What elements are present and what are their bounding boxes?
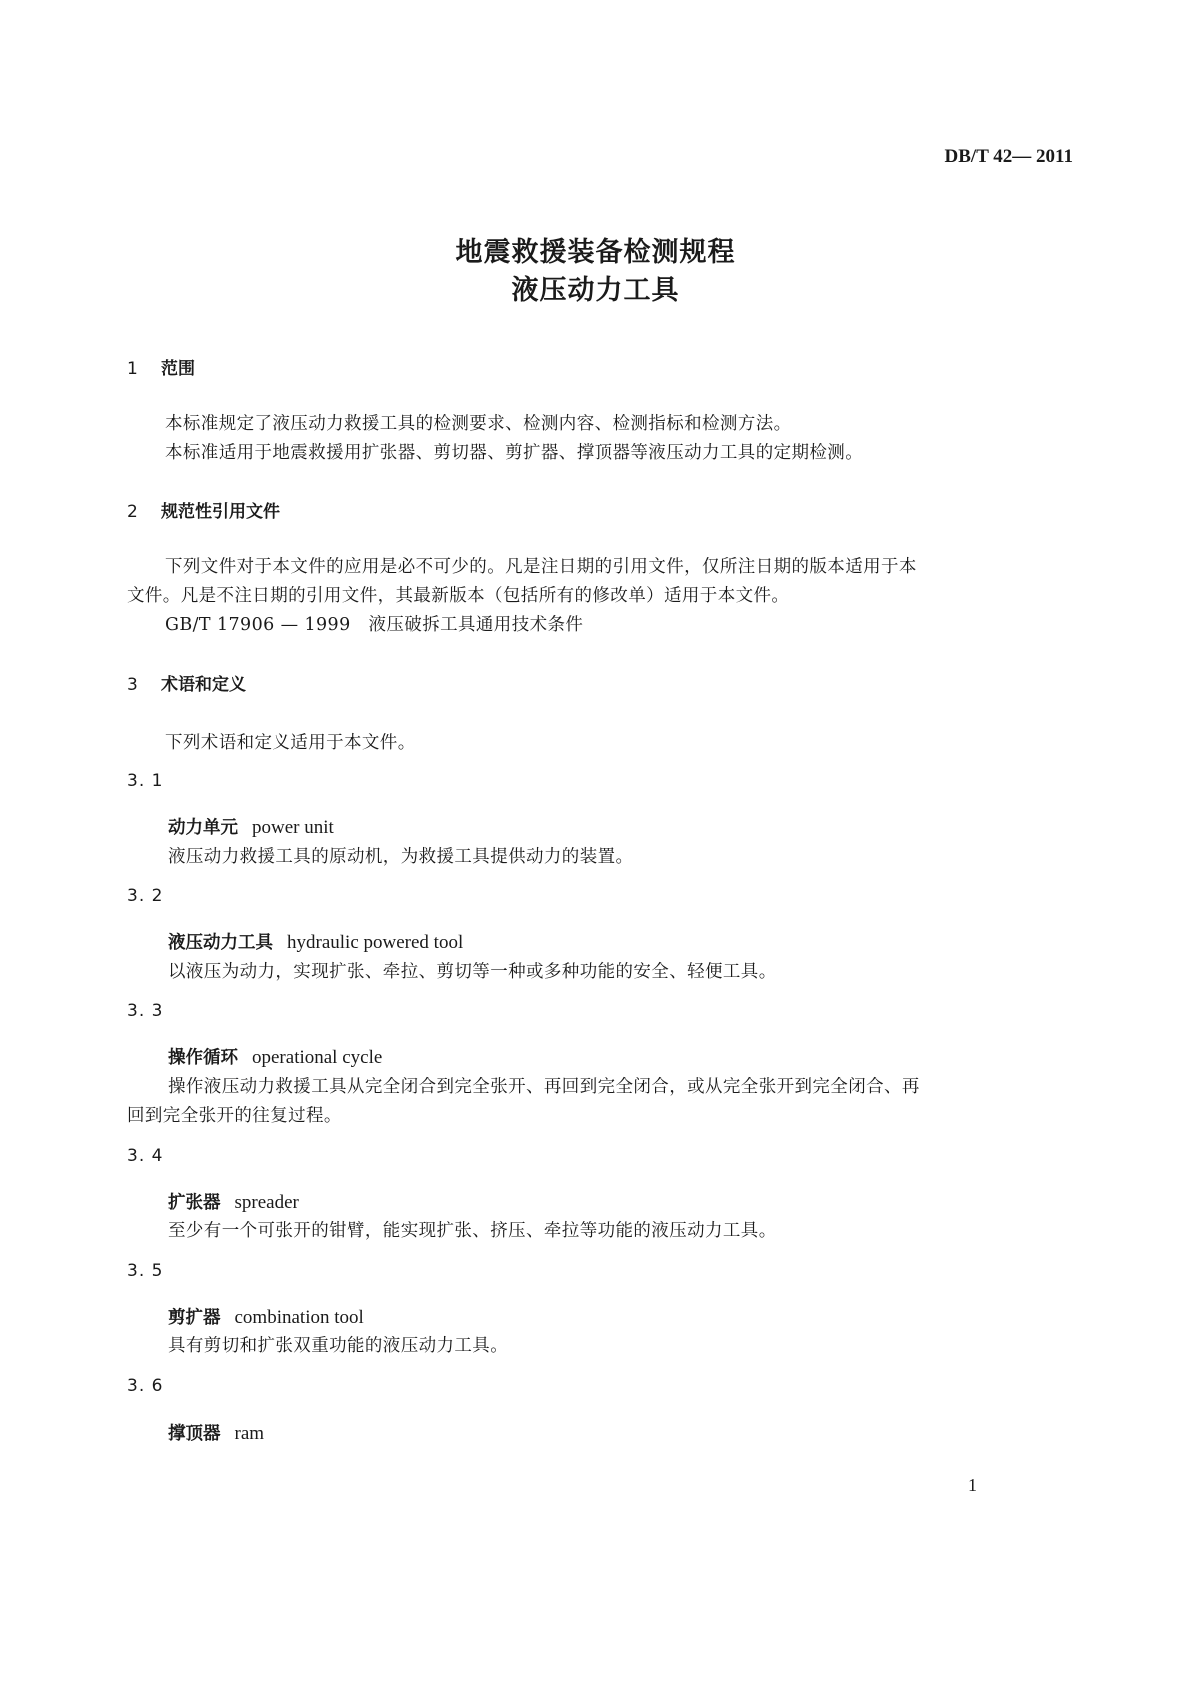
term-entry bbox=[168, 814, 334, 839]
term-chinese: 剪扩器 bbox=[168, 1308, 221, 1328]
clause-number: 3. 4 bbox=[127, 1146, 164, 1166]
standard-code: DB/T 42— 2011 bbox=[944, 146, 1073, 167]
reference-item: GB/T 17906 — 1999 液压破拆工具通用技术条件 bbox=[165, 615, 584, 635]
clause-number: 3. 6 bbox=[127, 1376, 164, 1396]
section-title: 范围 bbox=[161, 359, 195, 379]
references-paragraph-line1: 下列文件对于本文件的应用是必不可少的。凡是注日期的引用文件，仅所注日期的版本适用于本 bbox=[165, 557, 917, 577]
term-definition-line2: 回到完全张开的往复过程。 bbox=[127, 1106, 342, 1126]
clause-number: 3. 3 bbox=[127, 1001, 164, 1021]
term-english: hydraulic powered tool bbox=[287, 932, 464, 953]
references-paragraph-line2: 文件。凡是不注日期的引用文件，其最新版本（包括所有的修改单）适用于本文件。 bbox=[127, 586, 790, 606]
section-title: 术语和定义 bbox=[161, 675, 246, 695]
term-definition: 液压动力救援工具的原动机，为救援工具提供动力的装置。 bbox=[168, 847, 634, 867]
term-entry bbox=[168, 1304, 364, 1329]
clause-number: 3. 5 bbox=[127, 1261, 164, 1281]
term-entry bbox=[168, 929, 463, 954]
section-number: 2 bbox=[127, 502, 138, 522]
term-english: combination tool bbox=[234, 1307, 364, 1328]
document-title-line1: 地震救援装备检测规程 bbox=[455, 237, 736, 268]
term-chinese: 操作循环 bbox=[168, 1048, 238, 1068]
clause-number: 3. 1 bbox=[127, 771, 164, 791]
term-chinese: 撑顶器 bbox=[168, 1424, 221, 1444]
term-english: spreader bbox=[234, 1192, 299, 1213]
term-definition: 至少有一个可张开的钳臂，能实现扩张、挤压、牵拉等功能的液压动力工具。 bbox=[168, 1221, 777, 1241]
term-chinese: 扩张器 bbox=[168, 1193, 221, 1213]
term-english: ram bbox=[234, 1423, 265, 1444]
term-definition-line1: 操作液压动力救援工具从完全闭合到完全张开、再回到完全闭合，或从完全张开到完全闭合、再 bbox=[168, 1077, 920, 1097]
scope-paragraph-1: 本标准规定了液压动力救援工具的检测要求、检测内容、检测指标和检测方法。 bbox=[165, 414, 792, 434]
document-title-line2: 液压动力工具 bbox=[511, 275, 680, 306]
term-entry bbox=[168, 1420, 264, 1445]
section-number: 3 bbox=[127, 675, 138, 695]
section-title: 规范性引用文件 bbox=[161, 502, 280, 522]
terms-intro: 下列术语和定义适用于本文件。 bbox=[165, 733, 416, 753]
term-entry bbox=[168, 1044, 382, 1069]
term-english: power unit bbox=[252, 817, 334, 838]
section-heading-references bbox=[127, 497, 280, 522]
scope-paragraph-2: 本标准适用于地震救援用扩张器、剪切器、剪扩器、撑顶器等液压动力工具的定期检测。 bbox=[165, 443, 864, 463]
term-english: operational cycle bbox=[252, 1047, 383, 1068]
term-chinese: 动力单元 bbox=[168, 818, 238, 838]
page-number: 1 bbox=[968, 1475, 977, 1495]
term-entry bbox=[168, 1189, 299, 1214]
section-heading-terms bbox=[127, 670, 246, 695]
section-number: 1 bbox=[127, 359, 138, 379]
term-chinese: 液压动力工具 bbox=[168, 933, 273, 953]
term-definition: 以液压为动力，实现扩张、牵拉、剪切等一种或多种功能的安全、轻便工具。 bbox=[168, 962, 777, 982]
clause-number: 3. 2 bbox=[127, 886, 164, 906]
section-heading-scope bbox=[127, 354, 195, 379]
term-definition: 具有剪切和扩张双重功能的液压动力工具。 bbox=[168, 1336, 509, 1356]
